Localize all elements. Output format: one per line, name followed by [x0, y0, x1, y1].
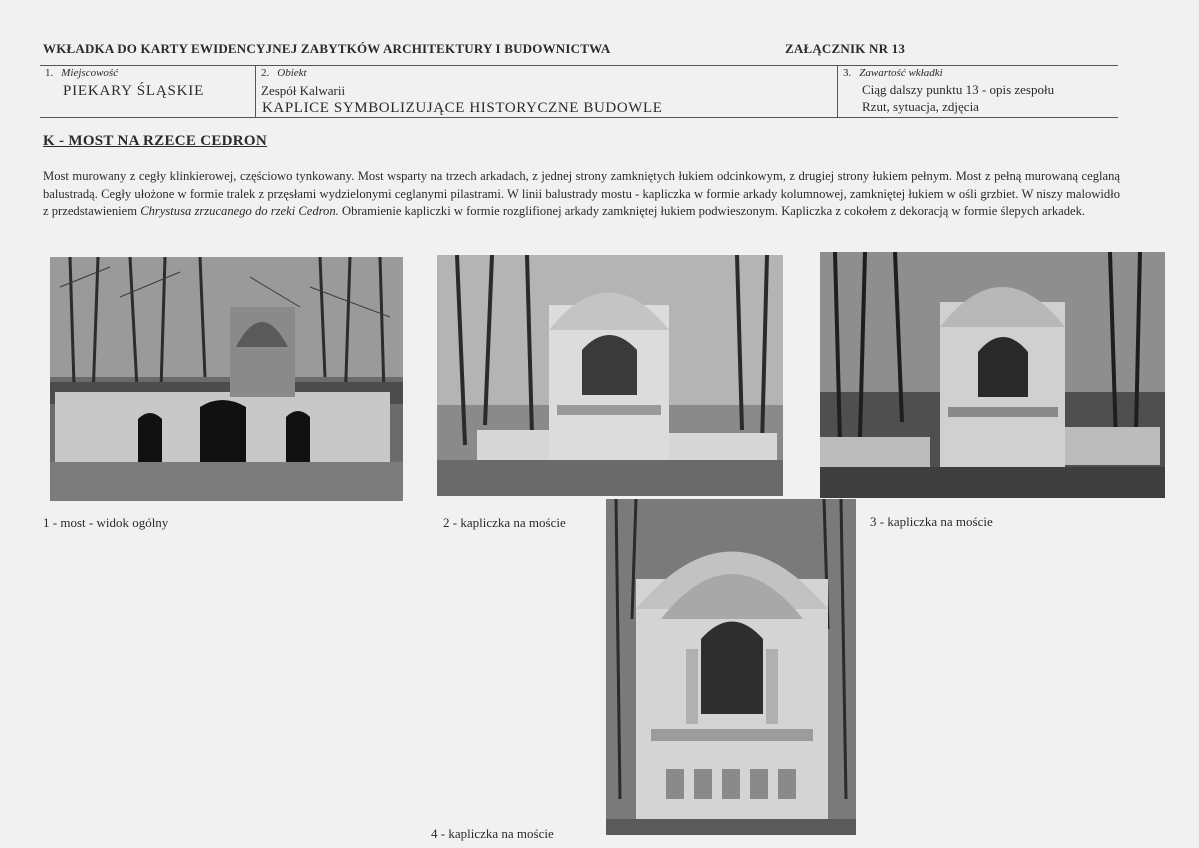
- location-value: PIEKARY ŚLĄSKIE: [63, 83, 205, 99]
- document-title: WKŁADKA DO KARTY EWIDENCYJNEJ ZABYTKÓW ARCHITEKTURY I BUDOWNICTWA: [43, 41, 611, 56]
- photo-chapel-4: [606, 499, 856, 835]
- caption-photo-2: 2 - kapliczka na moście: [443, 515, 566, 530]
- header-rule-bottom: [40, 117, 1118, 118]
- contents-line-1: Ciąg dalszy punktu 13 - opis zespołu: [862, 82, 1055, 97]
- object-line-1: Zespół Kalwarii: [261, 83, 346, 98]
- section-description: Most murowany z cegły klinkierowej, częściowo tynkowany. Most wsparty na trzech arkadach, z jednej strony zamkniętych łukiem odcinkowym, z drugiej strony łukiem pełnym. Most z pełną murowaną ceglaną balustradą. Cegły ułożone w formie tralek z przęsłami wydzielonymi ceglanymi pilastrami. W linii balustrady mostu - kapliczka w formie arkady kolumnowej, zamkniętej łukiem w ośli grzbiet. W niszy malowidło z przedstawieniem Chrystusa zrzucanego do rzeki Cedron. Obramienie kapliczki w formie rozglifionej arkady zamkniętej łukiem podwieszonym. Kapliczka z cokołem z dekoracją w formie ślepych arkadek.: [43, 169, 1120, 218]
- object-label: 2. Obiekt: [261, 67, 307, 79]
- contents-line-2: Rzut, sytuacja, zdjęcia: [862, 99, 979, 114]
- contents-label: 3. Zawartość wkładki: [843, 67, 943, 79]
- object-line-2: KAPLICE SYMBOLIZUJĄCE HISTORYCZNE BUDOWLE: [262, 100, 663, 116]
- field-divider-1: [255, 65, 256, 118]
- location-label: 1. Miejscowość: [45, 67, 119, 79]
- photo-chapel-2: [437, 255, 783, 496]
- photo-chapel-3: [820, 252, 1165, 498]
- header-rule-top: [40, 65, 1118, 66]
- section-title: K - MOST NA RZECE CEDRON: [43, 133, 268, 149]
- caption-photo-1: 1 - most - widok ogólny: [43, 515, 169, 530]
- attachment-number: ZAŁĄCZNIK NR 13: [785, 41, 906, 56]
- caption-photo-3: 3 - kapliczka na moście: [870, 514, 993, 529]
- field-divider-2: [837, 65, 838, 118]
- caption-photo-4: 4 - kapliczka na moście: [431, 826, 554, 841]
- photo-bridge-general: [50, 257, 403, 501]
